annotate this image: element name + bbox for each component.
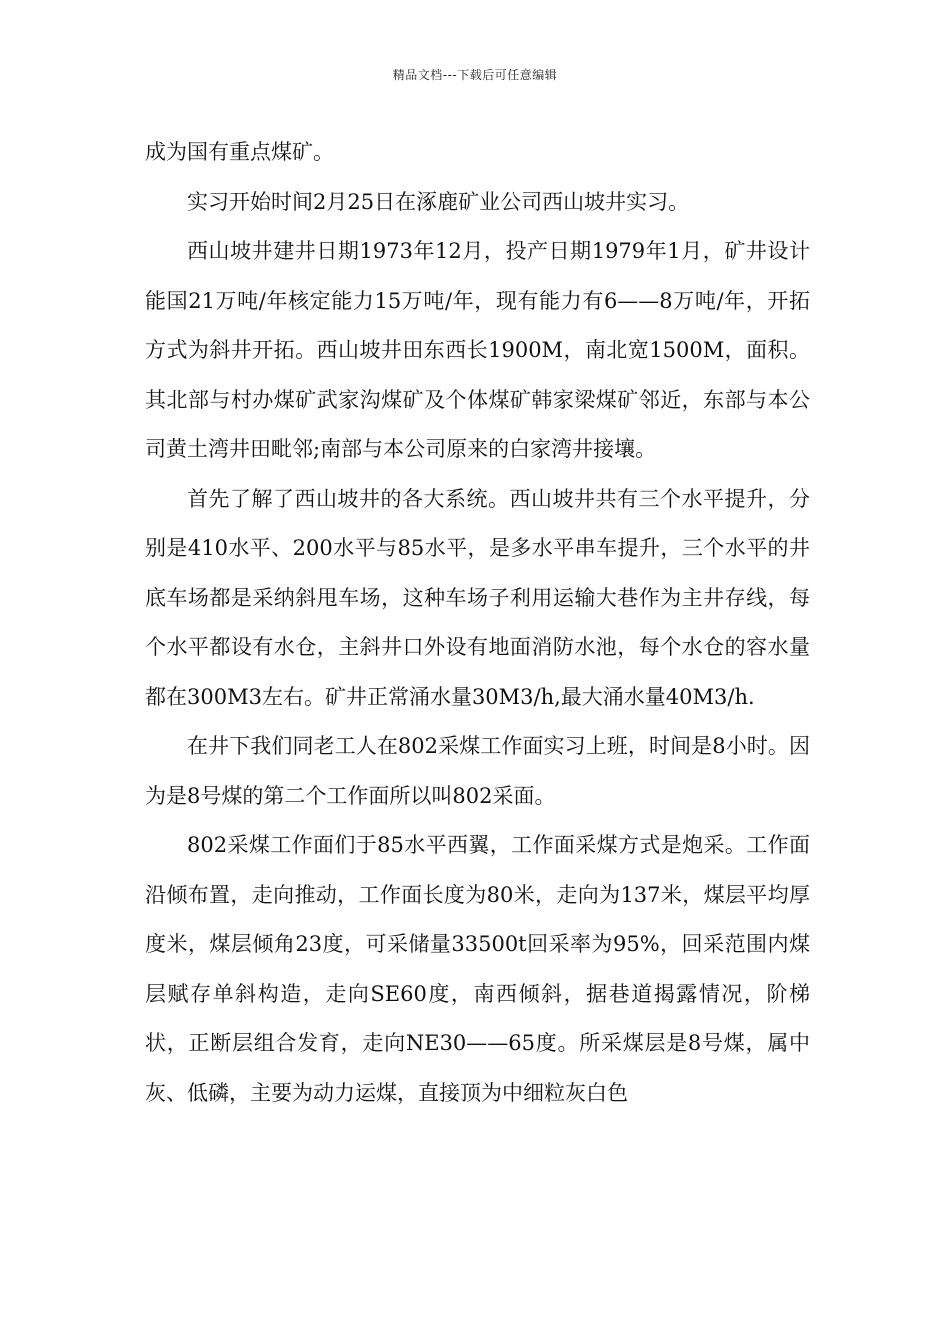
paragraph-1: 成为国有重点煤矿。 — [145, 140, 334, 164]
paragraph-4: 首先了解了西山坡井的各大系统。西山坡井共有三个水平提升，分别是410水平、200水平与85水平，是多水平串车提升，三个水平的井底车场都是采纳斜甩车场，这种车场子利用运输大巷作为主井存线，每个水平都设有水仓，主斜井口外设有地面消防水池，每个水仓的容水量都在300M3左右。矿井正常涌水量30M3/h,最大涌水量40M3/h. — [145, 486, 810, 709]
document-body — [145, 128, 810, 1118]
paragraph-5: 在井下我们同老工人在802采煤工作面实习上班，时间是8小时。因为是8号煤的第二个工作面所以叫802采面。 — [145, 734, 810, 808]
page-header: 精品文档---下载后可任意编辑 — [392, 68, 558, 82]
paragraph-2: 实习开始时间2月25日在涿鹿矿业公司西山坡井实习。 — [187, 189, 690, 214]
paragraph-3: 西山坡井建井日期1973年12月，投产日期1979年1月，矿井设计能国21万吨/年核定能力15万吨/年，现有能力有6——8万吨/年，开拓方式为斜井开拓。西山坡井田东西长1900M，南北宽1500M，面积。其北部与村办煤矿武家沟煤矿及个体煤矿韩家梁煤矿邻近，东部与本公司黄土湾井田毗邻;南部与本公司原来的白家湾井接壤。 — [145, 239, 810, 461]
paragraph-6: 802采煤工作面们于85水平西翼，工作面采煤方式是炮采。工作面沿倾布置，走向推动，工作面长度为80米，走向为137米，煤层平均厚度米，煤层倾角23度，可采储量33500t回采率为95%，回采范围内煤层赋存单斜构造，走向SE60度，南西倾斜，据巷道揭露情况，阶梯状，正断层组合发育，走向NE30——65度。所采煤层是8号煤，属中灰、低磷，主要为动力运煤，直接顶为中细粒灰白色 — [145, 833, 810, 1105]
